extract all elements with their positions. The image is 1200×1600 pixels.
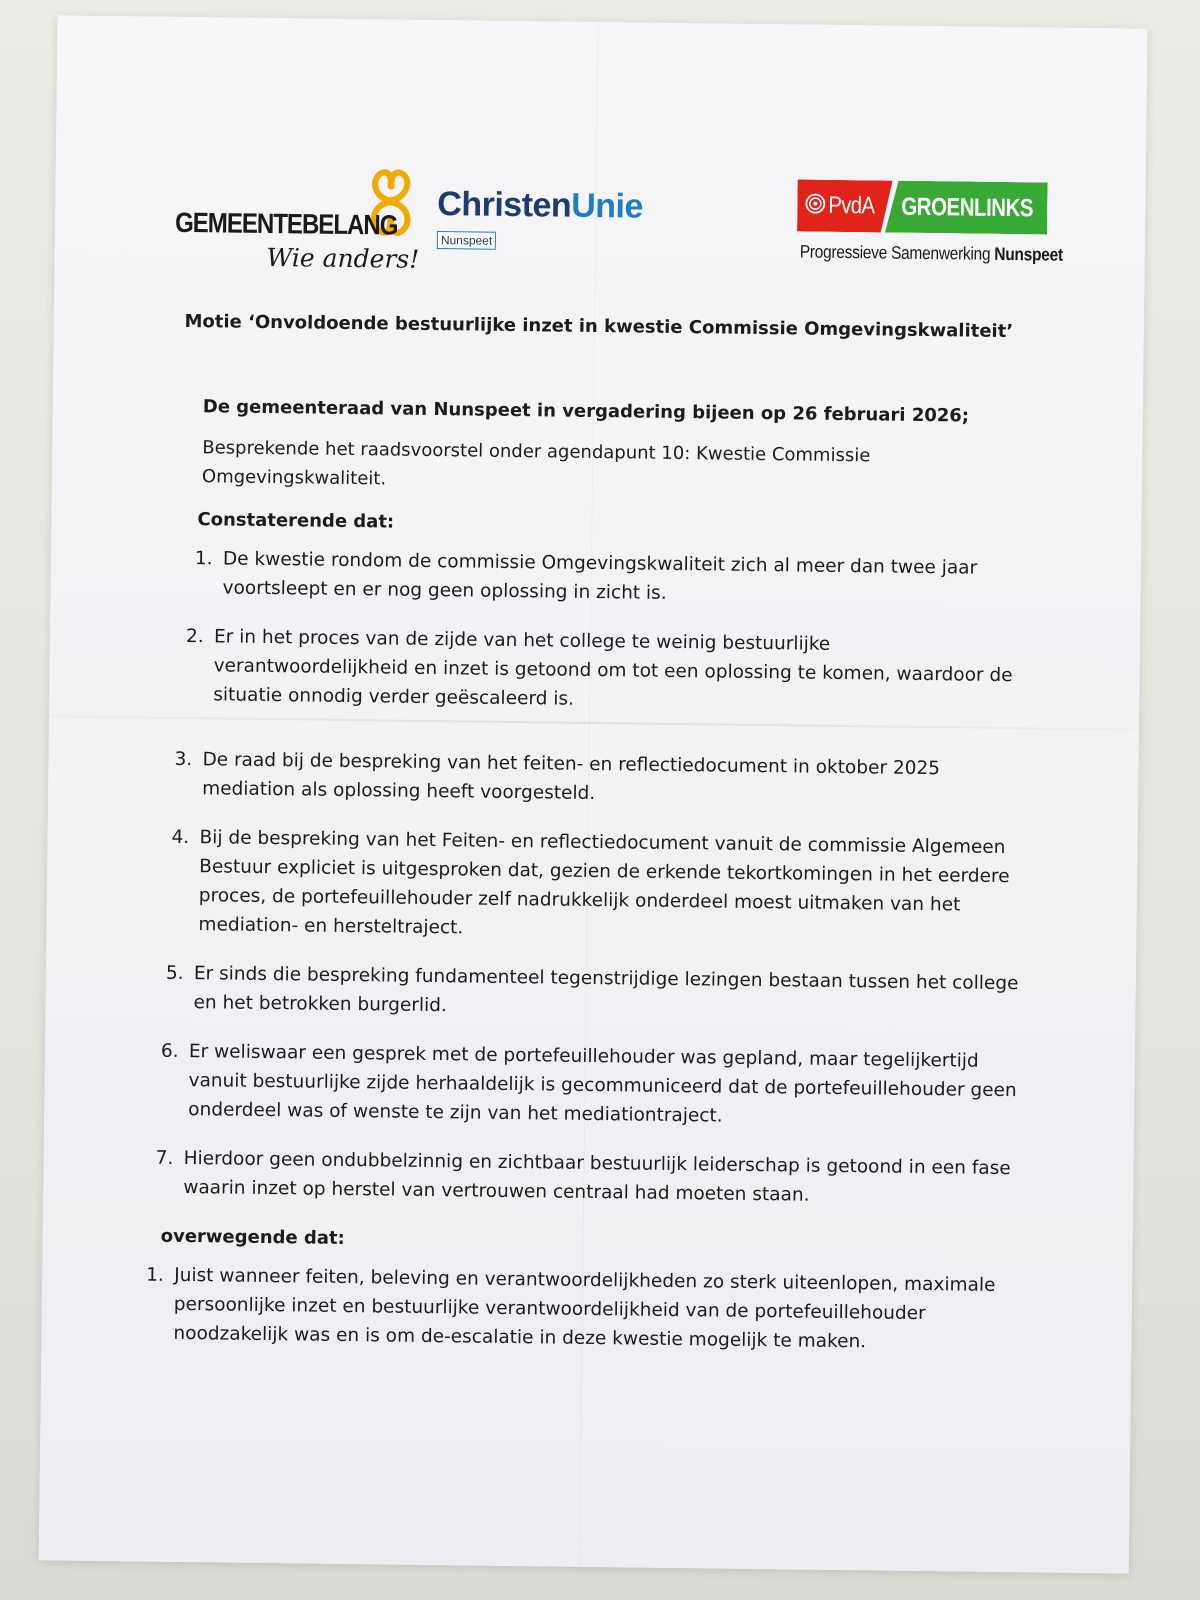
pvda-groenlinks-banner bbox=[797, 179, 1048, 234]
christenunie-local-label: Nunspeet bbox=[437, 231, 497, 250]
list-item bbox=[145, 1261, 1022, 1359]
constaterende-heading: Constaterende dat: bbox=[197, 509, 395, 533]
constaterende-list bbox=[153, 544, 1031, 1213]
list-item-number: 4. bbox=[171, 826, 190, 849]
progressieve-samenwerking-place: Nunspeet bbox=[994, 243, 1063, 265]
list-item-number: 1. bbox=[194, 548, 213, 570]
list-item-number: 2. bbox=[185, 626, 204, 648]
gemeentebelang-logo bbox=[174, 152, 426, 280]
list-item-text: Hierdoor geen ondubbelzinnig en zichtbaar bestuurlijk leiderschap is getoond in een fase waarin inzet op herstel van vertrouwen centraal had moeten staan. bbox=[183, 1148, 1011, 1206]
list-item bbox=[194, 544, 1031, 612]
list-item bbox=[165, 959, 1026, 1028]
list-item-number: 1. bbox=[146, 1264, 164, 1286]
progressieve-samenwerking-text: Progressieve Samenwerking bbox=[799, 241, 991, 264]
list-item-number: 6. bbox=[160, 1040, 179, 1062]
christenunie-name-part2: Unie bbox=[570, 186, 644, 226]
list-item bbox=[160, 1037, 1025, 1135]
christenunie-logo bbox=[437, 185, 678, 268]
motion-body bbox=[146, 307, 1034, 1379]
christenunie-name bbox=[437, 185, 643, 227]
motion-document bbox=[39, 15, 1148, 1573]
list-item-text: Er sinds die bespreking fundamenteel tegenstrijdige lezingen bestaan tussen het college en het betrokken burgerlid. bbox=[193, 963, 1019, 1017]
council-intro: De gemeenteraad van Nunspeet in vergadering bijeen op 26 februari 2026; bbox=[202, 396, 970, 427]
list-item-number: 3. bbox=[174, 748, 193, 771]
pvda-name: PvdA bbox=[828, 191, 875, 220]
christenunie-name-part1: Christen bbox=[437, 185, 572, 225]
list-item-text: Juist wanneer feiten, beleving en verantwoordelijkheden zo sterk uiteenlopen, maximale persoonlijke inzet en bestuurlijke verantwoordelijkheid van de portefeuillehouder noodzakelijk was en is om de-escalatie in deze kwestie mogelijk te maken. bbox=[173, 1264, 996, 1353]
progressieve-samenwerking-label bbox=[800, 241, 1063, 265]
list-item-text: De kwestie rondom de commissie Omgevingskwaliteit zich al meer dan twee jaar voortsleept en er nog geen oplossing in zicht is. bbox=[222, 548, 978, 604]
overwegende-heading: overwegende dat: bbox=[160, 1225, 345, 1249]
gemeentebelang-name: GEMEENTEBELANG bbox=[174, 206, 398, 241]
rose-icon bbox=[805, 194, 825, 214]
list-item-text: Er weliswaar een gesprek met de portefeuillehouder was gepland, maar tegelijkertijd vanuit bestuurlijke zijde herhaaldelijk is gecommuniceerd dat de portefeuillehouder geen onderdeel was of wenste te zijn van het mediationtraject. bbox=[188, 1041, 1017, 1127]
list-item-text: De raad bij de bespreking van het feiten- en reflectiedocument in oktober 2025 mediation als oplossing heeft voorgesteld. bbox=[202, 749, 941, 805]
list-item-number: 7. bbox=[155, 1147, 174, 1169]
list-item-number: 5. bbox=[165, 962, 184, 984]
list-item bbox=[170, 823, 1027, 949]
pvda-groenlinks-logo bbox=[797, 179, 1063, 272]
party-logos bbox=[174, 152, 1076, 293]
groenlinks-name: GROENLINKS bbox=[901, 192, 1034, 223]
gemeentebelang-slogan: Wie anders! bbox=[266, 242, 420, 274]
list-item-text: Er in het proces van de zijde van het college te weinig bestuurlijke verantwoordelijkheid en inzet is getoond om tot een oplossing te komen, waardoor de situatie onnodig verder geëscaleerd is. bbox=[213, 626, 1013, 710]
overwegende-list bbox=[146, 1261, 1022, 1359]
list-item-text: Bij de bespreking van het Feiten- en reflectiedocument vanuit de commissie Algemeen Bestuur expliciet is uitgesproken dat, gezien de erkende tekortkomingen in het eerdere proces, de portefeuillehouder zelf nadrukkelijk onderdeel moest uitmaken van het mediation- en hersteltraject. bbox=[198, 827, 1010, 939]
motion-title: Motie ‘Onvoldoende bestuurlijke inzet in kwestie Commissie Omgevingskwaliteit’ bbox=[184, 310, 1014, 343]
list-item bbox=[185, 622, 1030, 719]
list-item bbox=[155, 1144, 1024, 1213]
list-item bbox=[174, 745, 1029, 813]
agenda-reference: Besprekende het raadsvoorstel onder agendapunt 10: Kwestie Commissie Omgevingskwaliteit. bbox=[201, 437, 871, 490]
